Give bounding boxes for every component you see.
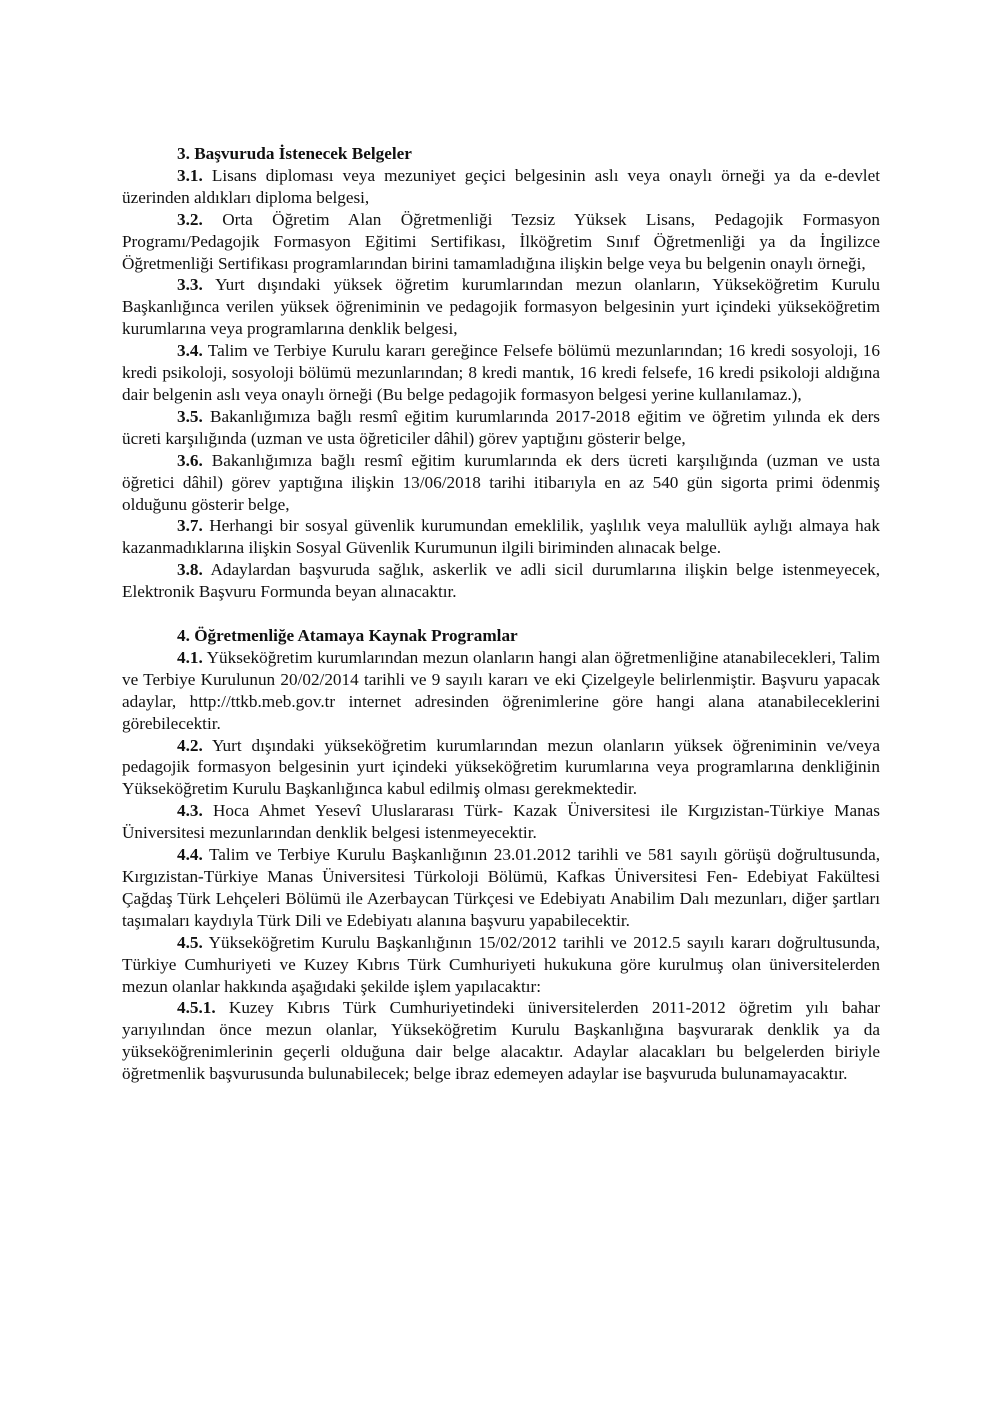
item-number: 3.1.: [177, 165, 203, 185]
item-number: 4.2.: [177, 735, 203, 755]
item-text: Herhangi bir sosyal güvenlik kurumundan emeklilik, yaşlılık veya malullük aylığı almaya hak kazanmadıklarına ilişkin Sosyal Güvenlik Kurumunun ilgili biriminden alınacak belge.: [122, 516, 880, 558]
item-number: 4.5.1.: [177, 998, 216, 1018]
item-number: 4.3.: [177, 801, 203, 821]
item-3-5: [122, 406, 880, 450]
item-3-4: [122, 340, 880, 406]
item-3-2: [122, 209, 880, 275]
item-text: Hoca Ahmet Yesevî Uluslararası Türk- Kazak Üniversitesi ile Kırgızistan-Türkiye Manas Üniversitesi mezunlarından denklik belgesi istenmeyecektir.: [122, 801, 880, 843]
section-3-heading: 3. Başvuruda İstenecek Belgeler: [177, 144, 412, 163]
item-3-6: [122, 450, 880, 516]
item-3-1: [122, 165, 880, 209]
section-spacer: [122, 603, 880, 625]
item-3-8: [122, 559, 880, 603]
item-number: 3.4.: [177, 341, 203, 361]
item-text: Yurt dışındaki yükseköğretim kurumlarından mezun olanların yüksek öğreniminin ve/veya pedagojik formasyon belgesinin yurt içindeki yükseköğretim kurumlarına veya programlarına denkliğinin Yükseköğretim Kurulu Başkanlığınca kabul edilmiş olması gerekmektedir.: [122, 735, 880, 799]
item-4-2: [122, 735, 880, 801]
item-number: 4.4.: [177, 845, 203, 865]
item-number: 3.8.: [177, 560, 203, 580]
item-text: Talim ve Terbiye Kurulu kararı gereğince Felsefe bölümü mezunlarından; 16 kredi sosyoloji, 16 kredi psikoloji, sosyoloji bölümü mezunlarından; 8 kredi mantık, 16 kredi felsefe, 16 kredi psikoloji aldığına dair belgenin aslı veya onaylı örneği (Bu belge pedagojik formasyon belgesi yerine kullanılamaz.),: [122, 341, 880, 404]
item-4-1: [122, 647, 880, 735]
item-number: 3.7.: [177, 516, 203, 536]
item-number: 4.5.: [177, 932, 203, 952]
document-page: [122, 143, 880, 1085]
item-text: Kuzey Kıbrıs Türk Cumhuriyetindeki üniversitelerden 2011-2012 öğretim yılı bahar yarıyılından önce mezun olanlar, Yükseköğretim Kurulu Başkanlığına başvurarak denklik ya da yükseköğrenimlerinin geçerli olduğuna dair belge alacaktır. Adaylar alacakları bu belgelerden biriyle öğretmenlik başvurusunda bulunabilecek; belge ibraz edemeyen adaylar ise başvuruda bulunamayacaktır.: [122, 998, 880, 1084]
item-text: Talim ve Terbiye Kurulu Başkanlığının 23.01.2012 tarihli ve 581 sayılı görüşü doğrultusunda, Kırgızistan-Türkiye Manas Üniversitesi Türkoloji Bölümü, Kafkas Üniversitesi Fen- Edebiyat Fakültesi Çağdaş Türk Lehçeleri Bölümü ile Azerbaycan Türkçesi ve Edebiyatı Anabilim Dalı mezunları, diğer şartları taşımaları kaydıyla Türk Dili ve Edebiyatı alanına başvuru yapabilecektir.: [122, 845, 880, 930]
item-text: Yurt dışındaki yüksek öğretim kurumlarından mezun olanların, Yükseköğretim Kurulu Başkanlığınca verilen yüksek öğreniminin ve pedagojik formasyon belgesinin yurt içindeki yükseköğretim kurumlarına veya programlarına denklik belgesi,: [122, 275, 880, 339]
item-text: Yükseköğretim Kurulu Başkanlığının 15/02/2012 tarihli ve 2012.5 sayılı kararı doğrultusunda, Türkiye Cumhuriyeti ve Kuzey Kıbrıs Türk Cumhuriyeti hukukuna göre kurulmuş olan üniversitelerden mezun olanlar hakkında aşağıdaki şekilde işlem yapılacaktır:: [122, 932, 880, 996]
item-4-5-1: [122, 997, 880, 1085]
item-text: Yükseköğretim kurumlarından mezun olanların hangi alan öğretmenliğine atanabilecekleri, Talim ve Terbiye Kurulunun 20/02/2014 tarihli ve 9 sayılı kararı ve eki Çizelgeyle belirlenmiştir. Başvuru yapacak adaylar, http://ttkb.meb.gov.tr internet adresinden öğrenimlerine göre hangi alana atanabileceklerini görebilecektir.: [122, 647, 880, 733]
item-3-3: [122, 274, 880, 340]
item-4-5: [122, 932, 880, 998]
item-number: 3.6.: [177, 450, 203, 470]
item-number: 3.5.: [177, 406, 203, 426]
item-number: 4.1.: [177, 647, 203, 667]
item-text: Lisans diploması veya mezuniyet geçici belgesinin aslı veya onaylı örneği ya da e-devlet üzerinden aldıkları diploma belgesi,: [122, 165, 880, 207]
item-text: Bakanlığımıza bağlı resmî eğitim kurumlarında ek ders ücreti karşılığında (uzman ve usta öğretici dâhil) görev yaptığına ilişkin 13/06/2018 tarihi itibarıyla en az 540 gün sigorta primi ödenmiş olduğunu gösterir belge,: [122, 450, 880, 514]
item-text: Orta Öğretim Alan Öğretmenliği Tezsiz Yüksek Lisans, Pedagojik Formasyon Programı/Pedagojik Formasyon Eğitimi Sertifikası, İlköğretim Sınıf Öğretmenliği ya da İngilizce Öğretmenliği Sertifikası programlarından birini tamamladığına ilişkin belge veya bu belgenin onaylı örneği,: [122, 209, 880, 273]
item-text: Bakanlığımıza bağlı resmî eğitim kurumlarında 2017-2018 eğitim ve öğretim yılında ek ders ücreti karşılığında (uzman ve usta öğreticiler dâhil) görev yaptığını gösterir belge,: [122, 406, 880, 448]
item-4-3: [122, 800, 880, 844]
item-number: 3.3.: [177, 275, 203, 295]
item-number: 3.2.: [177, 209, 203, 229]
item-text: Adaylardan başvuruda sağlık, askerlik ve adli sicil durumlarına ilişkin belge istenmeyecek, Elektronik Başvuru Formunda beyan alınacaktır.: [122, 560, 880, 602]
section-4-heading: 4. Öğretmenliğe Atamaya Kaynak Programlar: [177, 626, 518, 646]
item-3-7: [122, 515, 880, 559]
item-4-4: [122, 844, 880, 932]
